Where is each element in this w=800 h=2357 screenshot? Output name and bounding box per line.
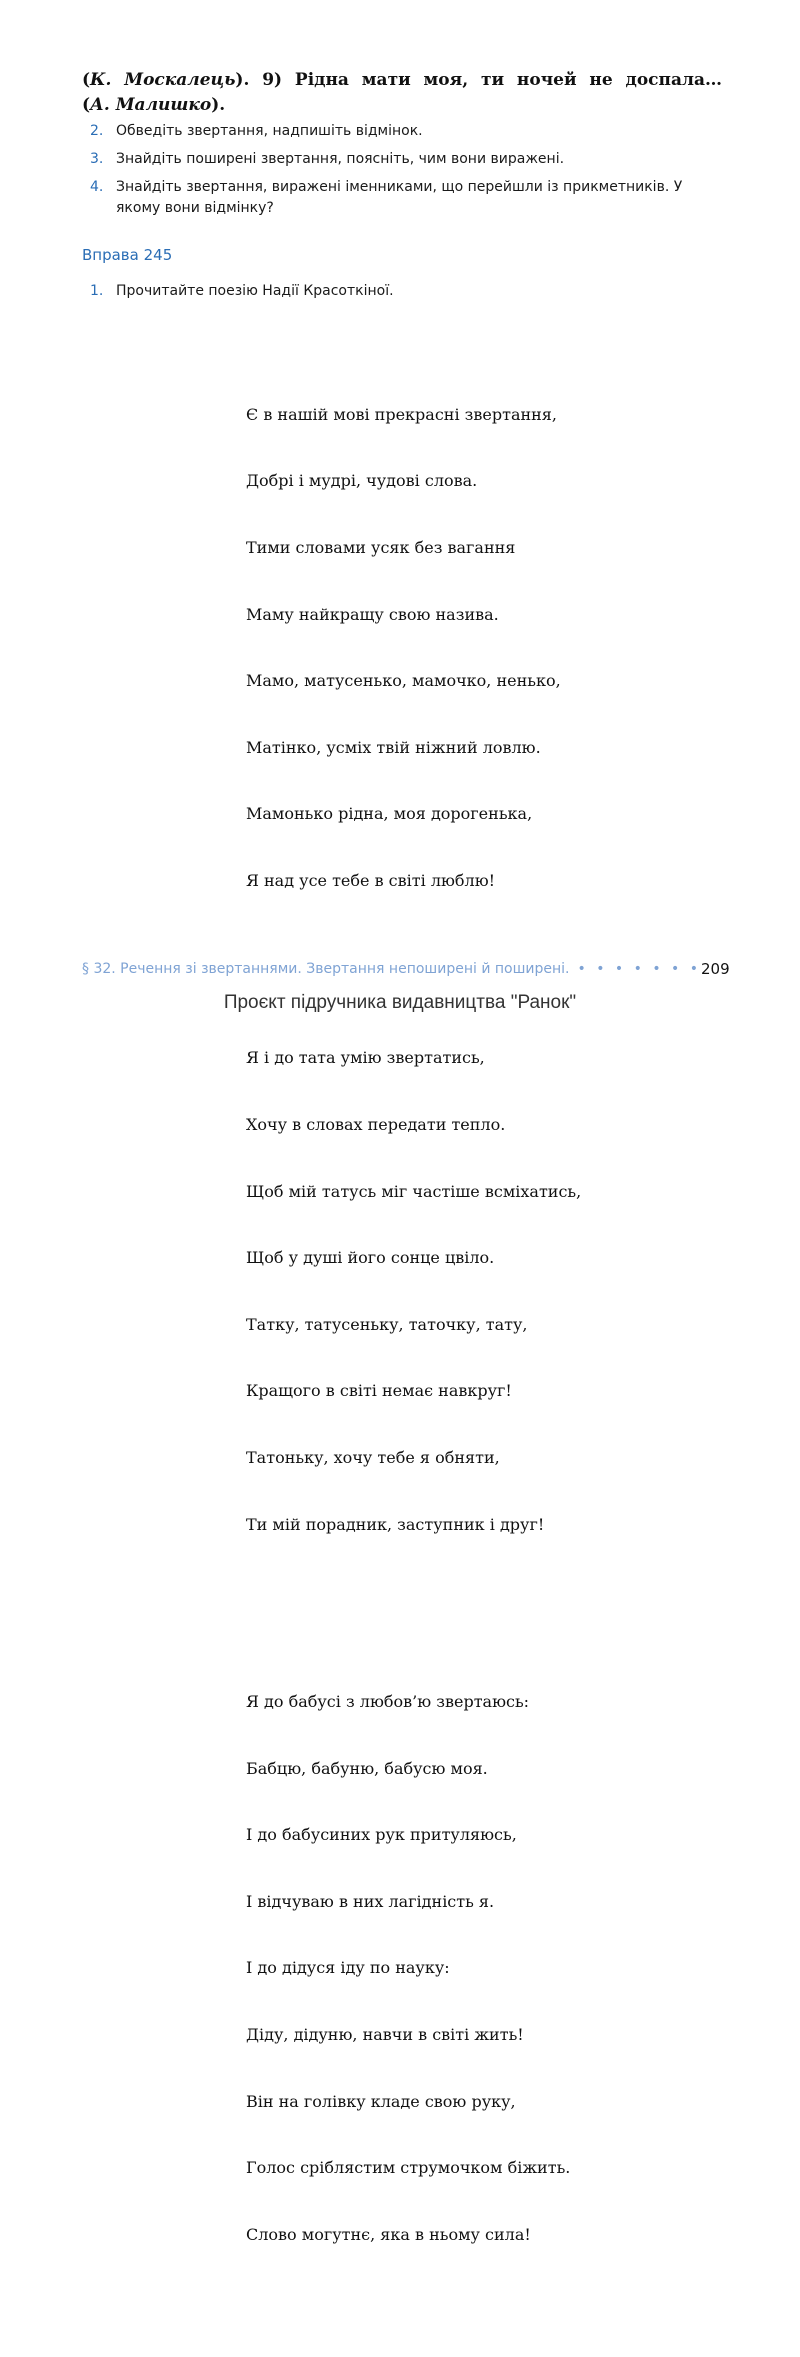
poem-citations xyxy=(82,68,722,118)
poem-line: Хочу в словах передати тепло. xyxy=(246,1114,506,1134)
poem-line: Він на голівку кладе свою руку, xyxy=(246,2091,516,2111)
citation-line-1-text: 9) Рідна мати моя, ти ночей не доспала… xyxy=(262,70,722,90)
citation-author-2: А. Малишко xyxy=(90,95,212,115)
poem-line: Мамонько рідна, моя дорогенька, xyxy=(246,804,533,824)
citation-line-2: (А. Малишко). xyxy=(82,95,226,115)
task-text: Знайдіть звертання, виражені іменниками, що перейшли із прикметників. У якому вони відмінку? xyxy=(116,179,683,216)
page-number: 209 xyxy=(701,960,730,978)
poem-line: І відчуваю в них лагідність я. xyxy=(246,1891,495,1911)
citation-line-1: (К. Москалець). 9) Рідна мати моя, ти ночей не доспала… xyxy=(82,70,722,90)
poem-line: І до бабусиних рук притуляюсь, xyxy=(246,1825,517,1845)
poem-line: Татку, татусеньку, таточку, тату, xyxy=(246,1314,528,1334)
poem xyxy=(246,315,581,2357)
watermark-caption: Проєкт підручника видавництва "Ранок" xyxy=(223,992,577,1013)
task-number: 1. xyxy=(90,283,104,299)
poem-line: Щоб у душі його сонце цвіло. xyxy=(246,1248,495,1268)
exercise-task xyxy=(90,281,730,302)
poem-line: Матінко, усміх твій ніжний ловлю. xyxy=(246,737,541,757)
poem-stanza xyxy=(246,1647,581,2291)
task-number: 3. xyxy=(90,151,104,167)
poem-line: Щоб мій татусь міг частіше всміхатись, xyxy=(246,1181,582,1201)
poem-line: Тими словами усяк без вагання xyxy=(246,538,516,557)
poem-line: Слово могутнє, яка в ньому сила! xyxy=(246,2224,531,2244)
section-title: § 32. Речення зі звертаннями. Звертання непоширені й поширені. xyxy=(82,961,570,977)
dot-leader: • • • • • • • xyxy=(577,961,701,977)
poem-line: Голос сріблястим струмочком біжить. xyxy=(246,2158,571,2178)
task-number: 4. xyxy=(90,179,104,195)
poem-line: Ти мій порадник, заступник і друг! xyxy=(246,1514,545,1534)
poem-stanza xyxy=(246,359,581,936)
citation-author-1: К. Москалець xyxy=(90,70,236,90)
page-footer xyxy=(82,958,730,980)
exercise-title: Вправа 245 xyxy=(82,246,173,264)
poem-line: Я до бабусі з любов’ю звертаюсь: xyxy=(246,1691,530,1711)
poem-line: Є в нашій мові прекрасні звертання, xyxy=(246,404,557,424)
task-number: 2. xyxy=(90,123,104,139)
task-text: Обведіть звертання, надпишіть відмінок. xyxy=(116,123,423,139)
task-list xyxy=(90,121,730,226)
poem-stanza xyxy=(246,1003,581,1580)
poem-line: Татоньку, хочу тебе я обняти, xyxy=(246,1447,500,1467)
task-item xyxy=(90,177,730,219)
task-item xyxy=(90,149,730,170)
poem-line: Мамо, матусенько, мамочко, ненько, xyxy=(246,671,561,691)
poem-line: Я і до тата умію звертатись, xyxy=(246,1048,485,1068)
task-item xyxy=(90,121,730,142)
poem-line: Я над усе тебе в світі люблю! xyxy=(246,870,496,890)
task-text: Прочитайте поезію Надії Красоткіної. xyxy=(116,283,394,299)
poem-line: Кращого в світі немає навкруг! xyxy=(246,1381,512,1401)
task-text: Знайдіть поширені звертання, поясніть, чим вони виражені. xyxy=(116,151,565,167)
poem-line: І до дідуся іду по науку: xyxy=(246,1958,450,1978)
poem-line: Добрі і мудрі, чудові слова. xyxy=(246,471,478,491)
poem-line: Бабцю, бабуню, бабусю моя. xyxy=(246,1758,488,1778)
poem-line: Маму найкращу свою назива. xyxy=(246,604,499,624)
poem-line: Діду, дідуню, навчи в світі жить! xyxy=(246,2024,524,2044)
